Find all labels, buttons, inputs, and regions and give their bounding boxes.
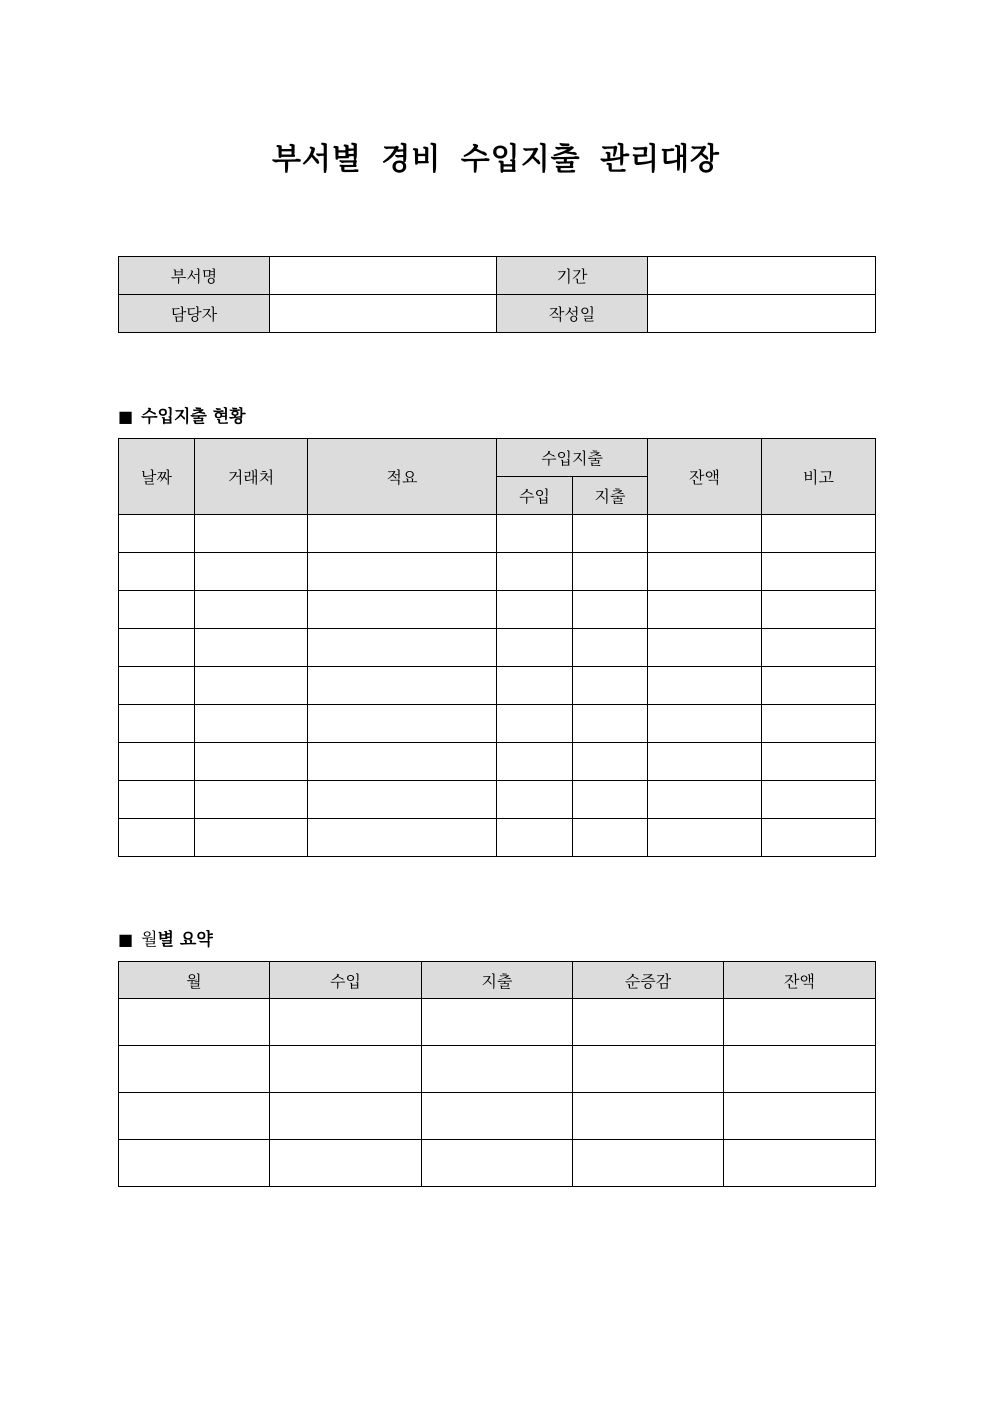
ledger-cell-balance[interactable] [648,629,762,667]
ledger-cell-note[interactable] [762,629,876,667]
dept-field[interactable] [270,257,497,295]
ledger-cell-description[interactable] [308,553,497,591]
header-income: 수입 [497,477,573,515]
ledger-cell-vendor[interactable] [195,667,308,705]
ledger-cell-date[interactable] [119,553,195,591]
period-field[interactable] [648,257,876,295]
summary-cell-expense[interactable] [422,1046,573,1093]
ledger-cell-income[interactable] [497,629,573,667]
ledger-cell-expense[interactable] [573,591,648,629]
ledger-cell-income[interactable] [497,705,573,743]
ledger-cell-balance[interactable] [648,553,762,591]
summary-header-income: 수입 [270,962,422,999]
ledger-cell-income[interactable] [497,819,573,857]
ledger-cell-description[interactable] [308,781,497,819]
table-row [119,1046,876,1093]
ledger-cell-balance[interactable] [648,819,762,857]
summary-cell-month[interactable] [119,1093,270,1140]
ledger-cell-balance[interactable] [648,781,762,819]
header-date: 날짜 [119,439,195,515]
summary-cell-net-change[interactable] [573,1140,724,1187]
header-note: 비고 [762,439,876,515]
date-label: 작성일 [497,295,648,333]
table-row [119,515,876,553]
table-row [119,591,876,629]
table-row [119,667,876,705]
summary-cell-balance[interactable] [724,1140,876,1187]
ledger-cell-date[interactable] [119,515,195,553]
ledger-cell-description[interactable] [308,515,497,553]
square-bullet-icon: ■ [118,930,134,949]
ledger-cell-description[interactable] [308,629,497,667]
summary-header-balance: 잔액 [724,962,876,999]
ledger-cell-expense[interactable] [573,667,648,705]
ledger-cell-income[interactable] [497,667,573,705]
ledger-cell-description[interactable] [308,819,497,857]
summary-cell-net-change[interactable] [573,1093,724,1140]
ledger-cell-vendor[interactable] [195,629,308,667]
ledger-cell-vendor[interactable] [195,743,308,781]
monthly-summary-table [118,961,876,1187]
ledger-cell-vendor[interactable] [195,591,308,629]
ledger-cell-date[interactable] [119,781,195,819]
page-title: 부서별 경비 수입지출 관리대장 [271,142,721,177]
header-vendor: 거래처 [195,439,308,515]
ledger-cell-description[interactable] [308,743,497,781]
table-row [119,999,876,1046]
table-row [119,705,876,743]
header-inout: 수입지출 [497,439,648,477]
ledger-cell-description[interactable] [308,591,497,629]
ledger-cell-date[interactable] [119,743,195,781]
ledger-cell-income[interactable] [497,591,573,629]
ledger-table [118,438,876,857]
ledger-cell-expense[interactable] [573,553,648,591]
date-field[interactable] [648,295,876,333]
ledger-cell-vendor[interactable] [195,819,308,857]
dept-label: 부서명 [119,257,270,295]
ledger-cell-vendor[interactable] [195,515,308,553]
summary-cell-income[interactable] [270,1140,422,1187]
summary-header-month: 월 [119,962,270,999]
summary-header-net-change: 순증감 [573,962,724,999]
ledger-cell-income[interactable] [497,553,573,591]
summary-cell-income[interactable] [270,999,422,1046]
ledger-cell-expense[interactable] [573,515,648,553]
ledger-cell-note[interactable] [762,515,876,553]
summary-cell-net-change[interactable] [573,999,724,1046]
table-row [119,781,876,819]
ledger-cell-balance[interactable] [648,591,762,629]
summary-cell-expense[interactable] [422,1093,573,1140]
ledger-cell-balance[interactable] [648,705,762,743]
ledger-cell-income[interactable] [497,781,573,819]
manager-field[interactable] [270,295,497,333]
ledger-cell-note[interactable] [762,819,876,857]
ledger-cell-description[interactable] [308,667,497,705]
summary-cell-net-change[interactable] [573,1046,724,1093]
section-title: 수입지출 현황 [141,407,246,427]
ledger-cell-income[interactable] [497,743,573,781]
info-table [118,256,876,333]
summary-cell-balance[interactable] [724,999,876,1046]
ledger-cell-note[interactable] [762,705,876,743]
summary-cell-balance[interactable] [724,1093,876,1140]
ledger-cell-date[interactable] [119,819,195,857]
table-row [119,553,876,591]
table-row [119,819,876,857]
ledger-cell-expense[interactable] [573,629,648,667]
ledger-cell-note[interactable] [762,553,876,591]
table-row [119,1093,876,1140]
summary-cell-month[interactable] [119,1140,270,1187]
ledger-cell-date[interactable] [119,667,195,705]
ledger-cell-note[interactable] [762,591,876,629]
manager-label: 담당자 [119,295,270,333]
table-row [119,1140,876,1187]
ledger-cell-balance[interactable] [648,515,762,553]
ledger-cell-vendor[interactable] [195,705,308,743]
ledger-cell-expense[interactable] [573,819,648,857]
period-label: 기간 [497,257,648,295]
ledger-cell-description[interactable] [308,705,497,743]
table-row [119,629,876,667]
ledger-cell-date[interactable] [119,705,195,743]
summary-cell-income[interactable] [270,1046,422,1093]
header-expense: 지출 [573,477,648,515]
ledger-cell-expense[interactable] [573,705,648,743]
table-row [119,743,876,781]
summary-cell-balance[interactable] [724,1046,876,1093]
summary-cell-month[interactable] [119,1046,270,1093]
ledger-cell-income[interactable] [497,515,573,553]
summary-header-expense: 지출 [422,962,573,999]
summary-cell-month[interactable] [119,999,270,1046]
section-title-part1: 월 [141,930,158,950]
ledger-cell-expense[interactable] [573,743,648,781]
ledger-cell-balance[interactable] [648,743,762,781]
ledger-cell-balance[interactable] [648,667,762,705]
ledger-cell-expense[interactable] [573,781,648,819]
section-title-part2: 별 요약 [157,930,213,950]
header-description: 적요 [308,439,497,515]
summary-cell-expense[interactable] [422,1140,573,1187]
ledger-cell-note[interactable] [762,781,876,819]
ledger-cell-note[interactable] [762,743,876,781]
summary-cell-income[interactable] [270,1093,422,1140]
ledger-cell-note[interactable] [762,667,876,705]
ledger-cell-vendor[interactable] [195,781,308,819]
summary-cell-expense[interactable] [422,999,573,1046]
header-balance: 잔액 [648,439,762,515]
section-heading-summary [118,925,213,950]
section-heading-ledger [118,402,246,427]
ledger-cell-date[interactable] [119,629,195,667]
ledger-cell-date[interactable] [119,591,195,629]
ledger-cell-vendor[interactable] [195,553,308,591]
square-bullet-icon: ■ [118,407,134,426]
